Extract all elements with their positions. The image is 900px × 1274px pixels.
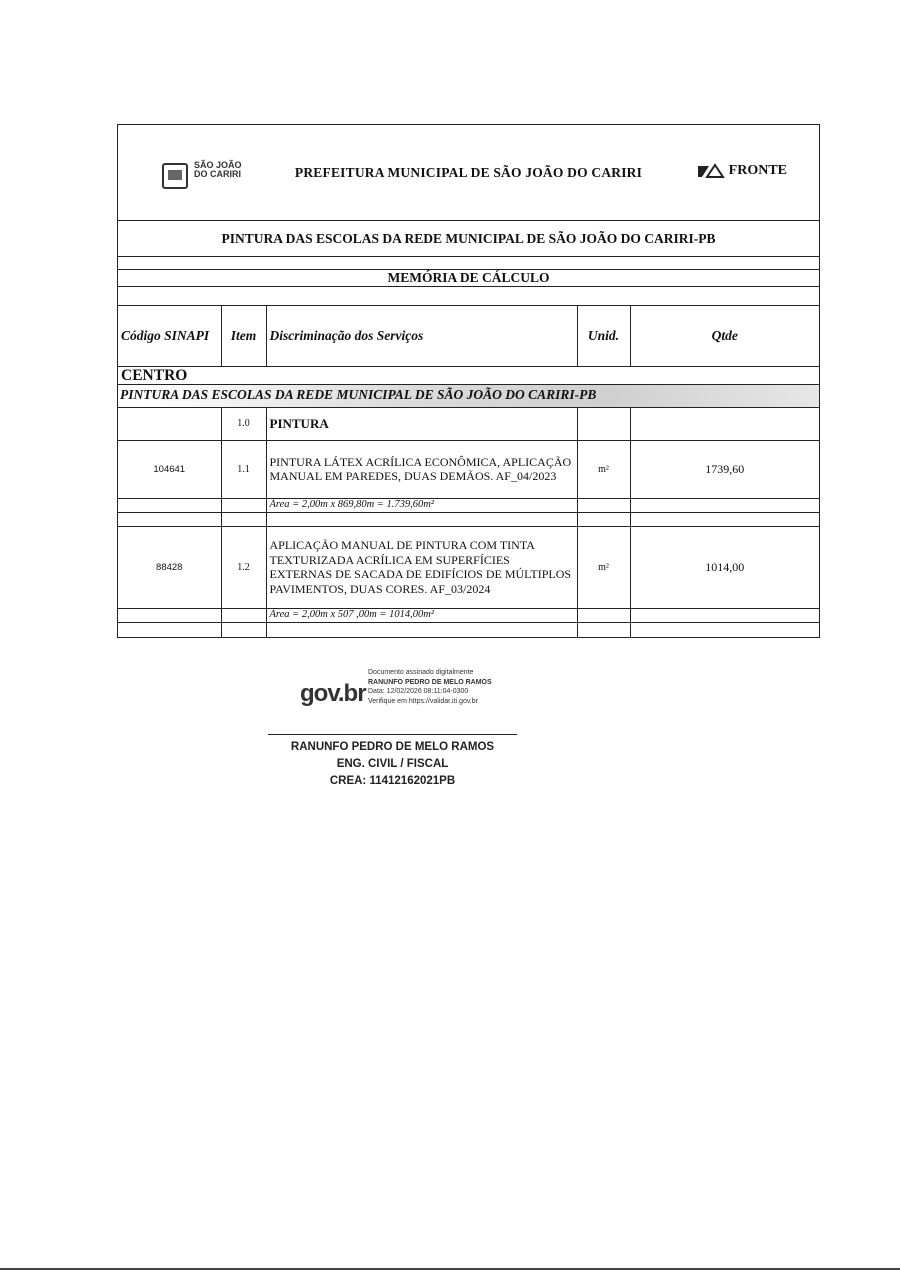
empty-cell bbox=[266, 622, 577, 637]
subsection-title: PINTURA DAS ESCOLAS DA REDE MUNICIPAL DE SÃO JOÃO DO CARIRI-PB bbox=[118, 385, 819, 407]
calc-empty-cell bbox=[221, 608, 266, 622]
calc-empty-cell bbox=[221, 498, 266, 512]
signature-line2: RANUNFO PEDRO DE MELO RAMOS bbox=[368, 678, 492, 686]
municipality-logo-text: SÃO JOÃO DO CARIRI bbox=[194, 160, 242, 179]
empty-cell bbox=[630, 622, 819, 637]
group-description: PINTURA bbox=[266, 407, 577, 440]
calc-empty-cell bbox=[630, 498, 819, 512]
signer-block bbox=[268, 739, 517, 790]
header-description: Discriminação dos Serviços bbox=[266, 306, 577, 366]
empty-cell bbox=[118, 512, 221, 526]
header-item: Item bbox=[221, 306, 266, 366]
page-bottom-edge bbox=[0, 1268, 900, 1270]
row-quantity: 1739,60 bbox=[630, 440, 819, 498]
calc-row bbox=[118, 498, 819, 512]
row-description: APLICAÇÃO MANUAL DE PINTURA COM TINTA TEXTURIZADA ACRÍLICA EM SUPERFÍCIES EXTERNAS DE SACADA DE EDIFÍCIOS DE MÚLTIPLOS PAVIMENTOS, DUAS CORES. AF_03/2024 bbox=[266, 526, 577, 608]
row-calculation: Área = 2,00m x 869,80m = 1.739,60m² bbox=[266, 498, 577, 512]
fronte-logo bbox=[697, 163, 787, 179]
signer-role: ENG. CIVIL / FISCAL bbox=[336, 758, 449, 770]
header-quantity: Qtde bbox=[630, 306, 819, 366]
memo-title: MEMÓRIA DE CÁLCULO bbox=[118, 270, 819, 287]
govbr-logo: gov.br bbox=[300, 680, 366, 707]
calc-empty-cell bbox=[577, 608, 630, 622]
document-header bbox=[118, 125, 819, 221]
row-unit: m² bbox=[577, 526, 630, 608]
group-item: 1.0 bbox=[221, 407, 266, 440]
row-item: 1.1 bbox=[221, 440, 266, 498]
signature-details bbox=[368, 668, 492, 706]
table-header-row bbox=[118, 306, 819, 366]
section-title: CENTRO bbox=[118, 367, 819, 385]
table-row-group bbox=[118, 407, 819, 440]
signer-crea: CREA: 11412162021PB bbox=[329, 775, 456, 787]
digital-signature-stamp bbox=[300, 664, 530, 716]
row-code: 104641 bbox=[118, 440, 221, 498]
row-item: 1.2 bbox=[221, 526, 266, 608]
calc-empty-cell bbox=[118, 608, 221, 622]
header-code: Código SINAPI bbox=[118, 306, 221, 366]
empty-cell bbox=[577, 512, 630, 526]
signature-line1: Documento assinado digitalmente bbox=[368, 669, 474, 676]
empty-row bbox=[118, 622, 819, 637]
calc-empty-cell bbox=[118, 498, 221, 512]
empty-cell bbox=[221, 622, 266, 637]
project-title: PINTURA DAS ESCOLAS DA REDE MUNICIPAL DE SÃO JOÃO DO CARIRI-PB bbox=[118, 221, 819, 257]
fronte-logo-text: FRONTE bbox=[728, 163, 787, 178]
group-code bbox=[118, 407, 221, 440]
group-quantity bbox=[630, 407, 819, 440]
header-unit: Unid. bbox=[577, 306, 630, 366]
calc-empty-cell bbox=[577, 498, 630, 512]
group-unit bbox=[577, 407, 630, 440]
row-unit: m² bbox=[577, 440, 630, 498]
empty-cell bbox=[118, 622, 221, 637]
empty-cell bbox=[577, 622, 630, 637]
fronte-mark-icon bbox=[697, 163, 725, 179]
calc-row bbox=[118, 608, 819, 622]
signature-line3: Data: 12/02/2026 08:11:04-0300 bbox=[368, 688, 469, 695]
spacer-row bbox=[118, 257, 819, 270]
row-description: PINTURA LÁTEX ACRÍLICA ECONÔMICA, APLICAÇÃO MANUAL EM PAREDES, DUAS DEMÃOS. AF_04/2023 bbox=[266, 440, 577, 498]
header-title: PREFEITURA MUNICIPAL DE SÃO JOÃO DO CARIRI bbox=[294, 165, 643, 180]
signature-line bbox=[268, 734, 517, 735]
calculation-table bbox=[118, 306, 819, 637]
signature-line4: Verifique em https://validar.iti.gov.br bbox=[368, 697, 478, 705]
document-sheet bbox=[117, 124, 820, 638]
row-code: 88428 bbox=[118, 526, 221, 608]
empty-cell bbox=[221, 512, 266, 526]
spacer-row bbox=[118, 287, 819, 306]
row-calculation: Área = 2,00m x 507 ,00m = 1014,00m² bbox=[266, 608, 577, 622]
signer-name: RANUNFO PEDRO DE MELO RAMOS bbox=[290, 741, 495, 753]
empty-cell bbox=[630, 512, 819, 526]
table-row bbox=[118, 440, 819, 498]
empty-row bbox=[118, 512, 819, 526]
empty-cell bbox=[266, 512, 577, 526]
calc-empty-cell bbox=[630, 608, 819, 622]
table-row bbox=[118, 526, 819, 608]
row-quantity: 1014,00 bbox=[630, 526, 819, 608]
